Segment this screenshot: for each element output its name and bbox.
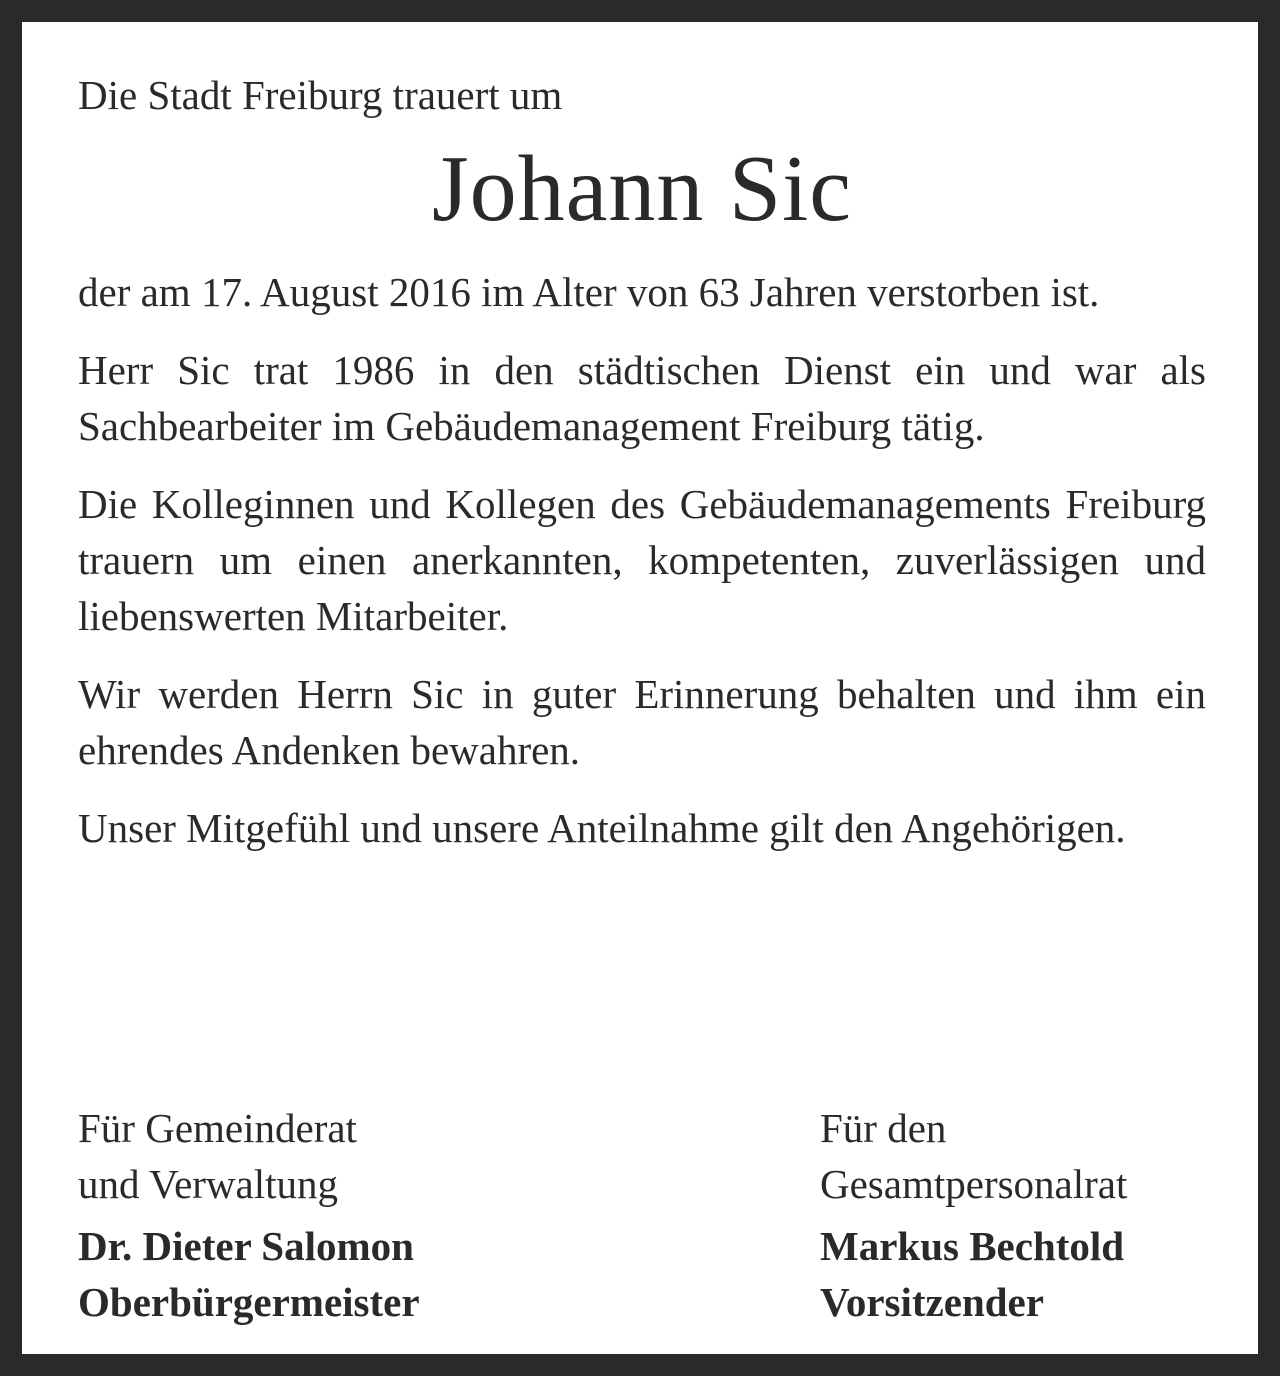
signature-right <box>820 1100 1127 1330</box>
signature-right-name: Markus Bechtold <box>820 1223 1125 1269</box>
notice-intro: Die Stadt Freiburg trauert um <box>78 72 563 118</box>
signature-right-title: Vorsitzender <box>820 1279 1044 1325</box>
signature-left <box>78 1100 420 1330</box>
paragraph-death-date: der am 17. August 2016 im Alter von 63 Jahren verstorben ist. <box>78 269 1100 315</box>
signature-left-name: Dr. Dieter Salomon <box>78 1223 414 1269</box>
paragraph-colleagues: Die Kolleginnen und Kollegen des Gebäudemanagements Freiburg trauern um einen anerkannten, kompetenten, zuverlässigen und liebenswerten Mitarbeiter. <box>78 481 1206 639</box>
signature-right-line2: Gesamtpersonalrat <box>820 1161 1128 1207</box>
paragraph-career: Herr Sic trat 1986 in den städtischen Dienst ein und war als Sachbearbeiter im Gebäudemanagement Freiburg tätig. <box>78 347 1206 449</box>
deceased-name: Johann Sic <box>432 137 852 241</box>
signature-left-line1: Für Gemeinderat <box>78 1105 357 1151</box>
paragraph-condolences: Unser Mitgefühl und unsere Anteilnahme gilt den Angehörigen. <box>78 805 1126 851</box>
signature-right-line1: Für den <box>820 1105 947 1151</box>
paragraph-memory: Wir werden Herrn Sic in guter Erinnerung behalten und ihm ein ehrendes Andenken bewahren. <box>78 671 1206 773</box>
signature-left-line2: und Verwaltung <box>78 1161 339 1207</box>
notice-content <box>78 70 1206 1325</box>
signature-left-title: Oberbürgermeister <box>78 1279 420 1325</box>
signature-block <box>78 1100 1206 1325</box>
